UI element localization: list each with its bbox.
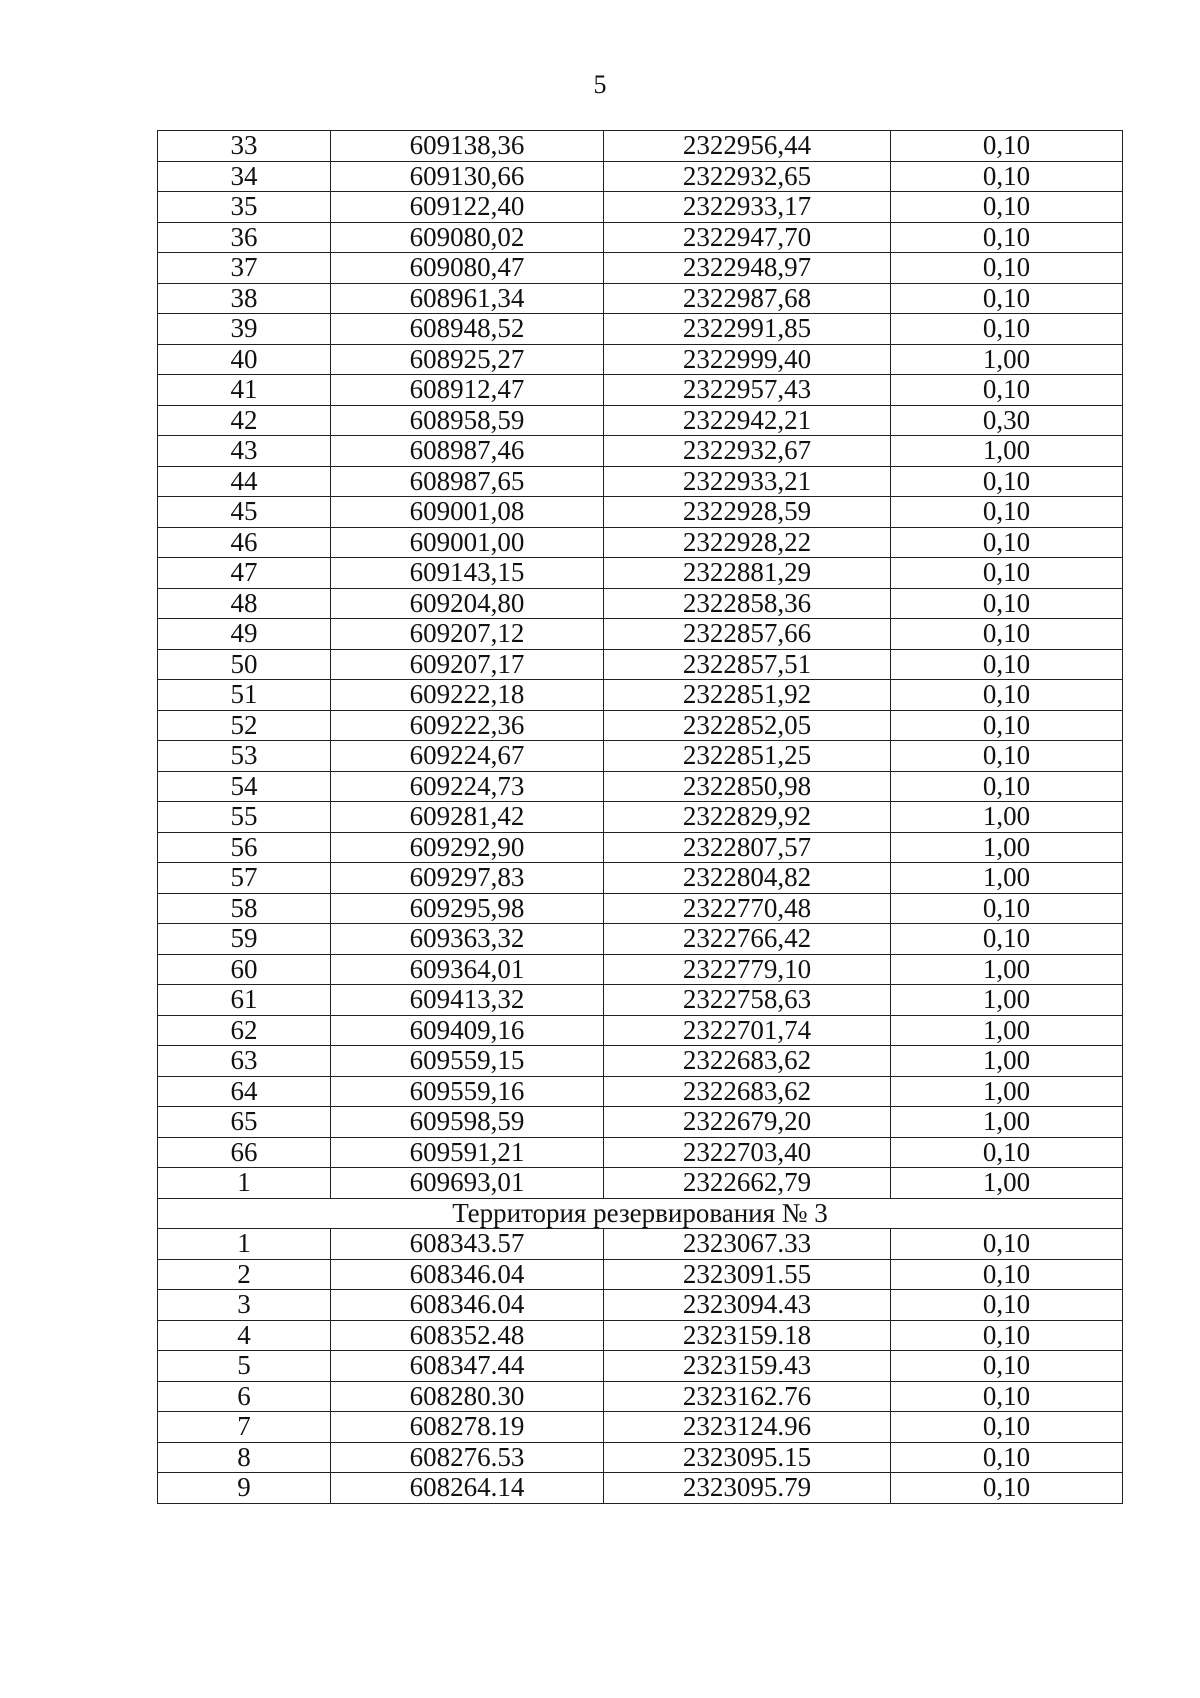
table-row <box>158 1229 1123 1260</box>
table-row <box>158 222 1123 253</box>
point-number-cell: 4 <box>158 1320 331 1351</box>
accuracy-cell: 0,10 <box>891 497 1123 528</box>
accuracy-cell: 0,10 <box>891 222 1123 253</box>
x-coordinate-cell: 608343.57 <box>331 1229 604 1260</box>
y-coordinate-cell: 2323094.43 <box>604 1290 891 1321</box>
table-row <box>158 192 1123 223</box>
x-coordinate-cell: 609295,98 <box>331 893 604 924</box>
y-coordinate-cell: 2322933,21 <box>604 466 891 497</box>
y-coordinate-cell: 2322942,21 <box>604 405 891 436</box>
accuracy-cell: 0,10 <box>891 1290 1123 1321</box>
x-coordinate-cell: 608280.30 <box>331 1381 604 1412</box>
point-number-cell: 50 <box>158 649 331 680</box>
y-coordinate-cell: 2322932,67 <box>604 436 891 467</box>
y-coordinate-cell: 2323162.76 <box>604 1381 891 1412</box>
table-row <box>158 1168 1123 1199</box>
accuracy-cell: 1,00 <box>891 802 1123 833</box>
y-coordinate-cell: 2322851,25 <box>604 741 891 772</box>
accuracy-cell: 0,10 <box>891 1442 1123 1473</box>
table-row <box>158 466 1123 497</box>
table-row <box>158 741 1123 772</box>
point-number-cell: 64 <box>158 1076 331 1107</box>
x-coordinate-cell: 608352.48 <box>331 1320 604 1351</box>
x-coordinate-cell: 608958,59 <box>331 405 604 436</box>
point-number-cell: 3 <box>158 1290 331 1321</box>
y-coordinate-cell: 2322683,62 <box>604 1076 891 1107</box>
accuracy-cell: 0,10 <box>891 131 1123 162</box>
table-row <box>158 619 1123 650</box>
y-coordinate-cell: 2322999,40 <box>604 344 891 375</box>
table-row <box>158 131 1123 162</box>
x-coordinate-cell: 608347.44 <box>331 1351 604 1382</box>
y-coordinate-cell: 2323124.96 <box>604 1412 891 1443</box>
x-coordinate-cell: 608948,52 <box>331 314 604 345</box>
accuracy-cell: 0,10 <box>891 619 1123 650</box>
y-coordinate-cell: 2322703,40 <box>604 1137 891 1168</box>
accuracy-cell: 1,00 <box>891 832 1123 863</box>
y-coordinate-cell: 2323095.79 <box>604 1473 891 1504</box>
table-row <box>158 1046 1123 1077</box>
table-row <box>158 344 1123 375</box>
accuracy-cell: 0,10 <box>891 1473 1123 1504</box>
point-number-cell: 60 <box>158 954 331 985</box>
y-coordinate-cell: 2322957,43 <box>604 375 891 406</box>
point-number-cell: 57 <box>158 863 331 894</box>
y-coordinate-cell: 2322948,97 <box>604 253 891 284</box>
x-coordinate-cell: 609001,08 <box>331 497 604 528</box>
point-number-cell: 55 <box>158 802 331 833</box>
accuracy-cell: 1,00 <box>891 1107 1123 1138</box>
accuracy-cell: 0,10 <box>891 1412 1123 1443</box>
y-coordinate-cell: 2322857,66 <box>604 619 891 650</box>
table-row <box>158 771 1123 802</box>
accuracy-cell: 1,00 <box>891 1015 1123 1046</box>
y-coordinate-cell: 2322956,44 <box>604 131 891 162</box>
point-number-cell: 33 <box>158 131 331 162</box>
y-coordinate-cell: 2322932,65 <box>604 161 891 192</box>
accuracy-cell: 0,10 <box>891 253 1123 284</box>
x-coordinate-cell: 608912,47 <box>331 375 604 406</box>
y-coordinate-cell: 2322766,42 <box>604 924 891 955</box>
point-number-cell: 41 <box>158 375 331 406</box>
accuracy-cell: 0,10 <box>891 893 1123 924</box>
y-coordinate-cell: 2322987,68 <box>604 283 891 314</box>
accuracy-cell: 0,10 <box>891 375 1123 406</box>
x-coordinate-cell: 609297,83 <box>331 863 604 894</box>
x-coordinate-cell: 608346.04 <box>331 1290 604 1321</box>
accuracy-cell: 1,00 <box>891 1076 1123 1107</box>
point-number-cell: 1 <box>158 1168 331 1199</box>
y-coordinate-cell: 2322852,05 <box>604 710 891 741</box>
table-row <box>158 680 1123 711</box>
table-row <box>158 405 1123 436</box>
point-number-cell: 66 <box>158 1137 331 1168</box>
y-coordinate-cell: 2322701,74 <box>604 1015 891 1046</box>
accuracy-cell: 0,10 <box>891 771 1123 802</box>
table-row <box>158 1320 1123 1351</box>
point-number-cell: 37 <box>158 253 331 284</box>
y-coordinate-cell: 2322933,17 <box>604 192 891 223</box>
point-number-cell: 34 <box>158 161 331 192</box>
accuracy-cell: 0,10 <box>891 680 1123 711</box>
x-coordinate-cell: 608264.14 <box>331 1473 604 1504</box>
y-coordinate-cell: 2322850,98 <box>604 771 891 802</box>
x-coordinate-cell: 609363,32 <box>331 924 604 955</box>
x-coordinate-cell: 609224,73 <box>331 771 604 802</box>
accuracy-cell: 1,00 <box>891 1046 1123 1077</box>
y-coordinate-cell: 2322947,70 <box>604 222 891 253</box>
table-row <box>158 527 1123 558</box>
coordinates-table-body <box>158 131 1123 1504</box>
accuracy-cell: 0,10 <box>891 588 1123 619</box>
x-coordinate-cell: 609080,02 <box>331 222 604 253</box>
y-coordinate-cell: 2322779,10 <box>604 954 891 985</box>
y-coordinate-cell: 2322851,92 <box>604 680 891 711</box>
point-number-cell: 39 <box>158 314 331 345</box>
accuracy-cell: 0,10 <box>891 1351 1123 1382</box>
point-number-cell: 48 <box>158 588 331 619</box>
point-number-cell: 47 <box>158 558 331 589</box>
x-coordinate-cell: 609001,00 <box>331 527 604 558</box>
x-coordinate-cell: 609122,40 <box>331 192 604 223</box>
point-number-cell: 40 <box>158 344 331 375</box>
table-row <box>158 1412 1123 1443</box>
y-coordinate-cell: 2322928,22 <box>604 527 891 558</box>
point-number-cell: 5 <box>158 1351 331 1382</box>
x-coordinate-cell: 609364,01 <box>331 954 604 985</box>
accuracy-cell: 0,10 <box>891 649 1123 680</box>
table-row <box>158 802 1123 833</box>
y-coordinate-cell: 2323067.33 <box>604 1229 891 1260</box>
accuracy-cell: 0,10 <box>891 192 1123 223</box>
x-coordinate-cell: 609413,32 <box>331 985 604 1016</box>
coordinates-table <box>157 130 1123 1504</box>
y-coordinate-cell: 2323159.18 <box>604 1320 891 1351</box>
point-number-cell: 65 <box>158 1107 331 1138</box>
section-title: Территория резервирования № 3 <box>158 1198 1123 1229</box>
accuracy-cell: 0,10 <box>891 558 1123 589</box>
page-number: 5 <box>593 70 607 99</box>
table-row <box>158 954 1123 985</box>
point-number-cell: 38 <box>158 283 331 314</box>
table-row <box>158 985 1123 1016</box>
point-number-cell: 9 <box>158 1473 331 1504</box>
point-number-cell: 62 <box>158 1015 331 1046</box>
x-coordinate-cell: 609693,01 <box>331 1168 604 1199</box>
point-number-cell: 52 <box>158 710 331 741</box>
table-row <box>158 436 1123 467</box>
point-number-cell: 54 <box>158 771 331 802</box>
x-coordinate-cell: 609222,18 <box>331 680 604 711</box>
section-header-row <box>158 1198 1123 1229</box>
accuracy-cell: 0,10 <box>891 283 1123 314</box>
x-coordinate-cell: 609204,80 <box>331 588 604 619</box>
point-number-cell: 36 <box>158 222 331 253</box>
accuracy-cell: 0,30 <box>891 405 1123 436</box>
x-coordinate-cell: 608987,46 <box>331 436 604 467</box>
accuracy-cell: 1,00 <box>891 863 1123 894</box>
table-row <box>158 558 1123 589</box>
y-coordinate-cell: 2322804,82 <box>604 863 891 894</box>
x-coordinate-cell: 609292,90 <box>331 832 604 863</box>
table-row <box>158 1442 1123 1473</box>
point-number-cell: 53 <box>158 741 331 772</box>
accuracy-cell: 1,00 <box>891 436 1123 467</box>
point-number-cell: 43 <box>158 436 331 467</box>
y-coordinate-cell: 2322858,36 <box>604 588 891 619</box>
table-row <box>158 253 1123 284</box>
point-number-cell: 42 <box>158 405 331 436</box>
table-row <box>158 283 1123 314</box>
y-coordinate-cell: 2323091.55 <box>604 1259 891 1290</box>
accuracy-cell: 1,00 <box>891 1168 1123 1199</box>
y-coordinate-cell: 2323159.43 <box>604 1351 891 1382</box>
accuracy-cell: 0,10 <box>891 710 1123 741</box>
table-row <box>158 314 1123 345</box>
point-number-cell: 61 <box>158 985 331 1016</box>
table-row <box>158 710 1123 741</box>
y-coordinate-cell: 2322807,57 <box>604 832 891 863</box>
point-number-cell: 35 <box>158 192 331 223</box>
x-coordinate-cell: 608925,27 <box>331 344 604 375</box>
accuracy-cell: 0,10 <box>891 1259 1123 1290</box>
x-coordinate-cell: 609143,15 <box>331 558 604 589</box>
accuracy-cell: 0,10 <box>891 1229 1123 1260</box>
x-coordinate-cell: 609559,16 <box>331 1076 604 1107</box>
accuracy-cell: 0,10 <box>891 314 1123 345</box>
x-coordinate-cell: 609281,42 <box>331 802 604 833</box>
accuracy-cell: 0,10 <box>891 161 1123 192</box>
accuracy-cell: 0,10 <box>891 1381 1123 1412</box>
x-coordinate-cell: 609207,12 <box>331 619 604 650</box>
y-coordinate-cell: 2322928,59 <box>604 497 891 528</box>
x-coordinate-cell: 608346.04 <box>331 1259 604 1290</box>
table-row <box>158 924 1123 955</box>
accuracy-cell: 0,10 <box>891 741 1123 772</box>
point-number-cell: 44 <box>158 466 331 497</box>
point-number-cell: 51 <box>158 680 331 711</box>
table-row <box>158 1107 1123 1138</box>
point-number-cell: 8 <box>158 1442 331 1473</box>
accuracy-cell: 0,10 <box>891 1320 1123 1351</box>
accuracy-cell: 0,10 <box>891 466 1123 497</box>
point-number-cell: 1 <box>158 1229 331 1260</box>
point-number-cell: 6 <box>158 1381 331 1412</box>
table-row <box>158 649 1123 680</box>
accuracy-cell: 1,00 <box>891 954 1123 985</box>
x-coordinate-cell: 609409,16 <box>331 1015 604 1046</box>
x-coordinate-cell: 609138,36 <box>331 131 604 162</box>
x-coordinate-cell: 609559,15 <box>331 1046 604 1077</box>
y-coordinate-cell: 2323095.15 <box>604 1442 891 1473</box>
table-row <box>158 588 1123 619</box>
table-row <box>158 1259 1123 1290</box>
table-row <box>158 832 1123 863</box>
table-row <box>158 375 1123 406</box>
x-coordinate-cell: 609207,17 <box>331 649 604 680</box>
x-coordinate-cell: 608961,34 <box>331 283 604 314</box>
y-coordinate-cell: 2322662,79 <box>604 1168 891 1199</box>
table-row <box>158 1290 1123 1321</box>
table-row <box>158 1015 1123 1046</box>
y-coordinate-cell: 2322758,63 <box>604 985 891 1016</box>
y-coordinate-cell: 2322770,48 <box>604 893 891 924</box>
x-coordinate-cell: 609598,59 <box>331 1107 604 1138</box>
accuracy-cell: 0,10 <box>891 527 1123 558</box>
table-row <box>158 1473 1123 1504</box>
point-number-cell: 58 <box>158 893 331 924</box>
table-row <box>158 893 1123 924</box>
y-coordinate-cell: 2322991,85 <box>604 314 891 345</box>
point-number-cell: 2 <box>158 1259 331 1290</box>
x-coordinate-cell: 609080,47 <box>331 253 604 284</box>
x-coordinate-cell: 609130,66 <box>331 161 604 192</box>
y-coordinate-cell: 2322829,92 <box>604 802 891 833</box>
point-number-cell: 63 <box>158 1046 331 1077</box>
table-row <box>158 161 1123 192</box>
x-coordinate-cell: 609224,67 <box>331 741 604 772</box>
point-number-cell: 59 <box>158 924 331 955</box>
y-coordinate-cell: 2322857,51 <box>604 649 891 680</box>
accuracy-cell: 1,00 <box>891 985 1123 1016</box>
table-row <box>158 1137 1123 1168</box>
point-number-cell: 7 <box>158 1412 331 1443</box>
table-row <box>158 497 1123 528</box>
x-coordinate-cell: 609591,21 <box>331 1137 604 1168</box>
point-number-cell: 56 <box>158 832 331 863</box>
y-coordinate-cell: 2322683,62 <box>604 1046 891 1077</box>
accuracy-cell: 0,10 <box>891 1137 1123 1168</box>
point-number-cell: 45 <box>158 497 331 528</box>
x-coordinate-cell: 608276.53 <box>331 1442 604 1473</box>
accuracy-cell: 1,00 <box>891 344 1123 375</box>
table-row <box>158 1381 1123 1412</box>
x-coordinate-cell: 609222,36 <box>331 710 604 741</box>
y-coordinate-cell: 2322881,29 <box>604 558 891 589</box>
accuracy-cell: 0,10 <box>891 924 1123 955</box>
table-row <box>158 1351 1123 1382</box>
x-coordinate-cell: 608278.19 <box>331 1412 604 1443</box>
x-coordinate-cell: 608987,65 <box>331 466 604 497</box>
y-coordinate-cell: 2322679,20 <box>604 1107 891 1138</box>
table-row <box>158 1076 1123 1107</box>
point-number-cell: 49 <box>158 619 331 650</box>
table-row <box>158 863 1123 894</box>
point-number-cell: 46 <box>158 527 331 558</box>
